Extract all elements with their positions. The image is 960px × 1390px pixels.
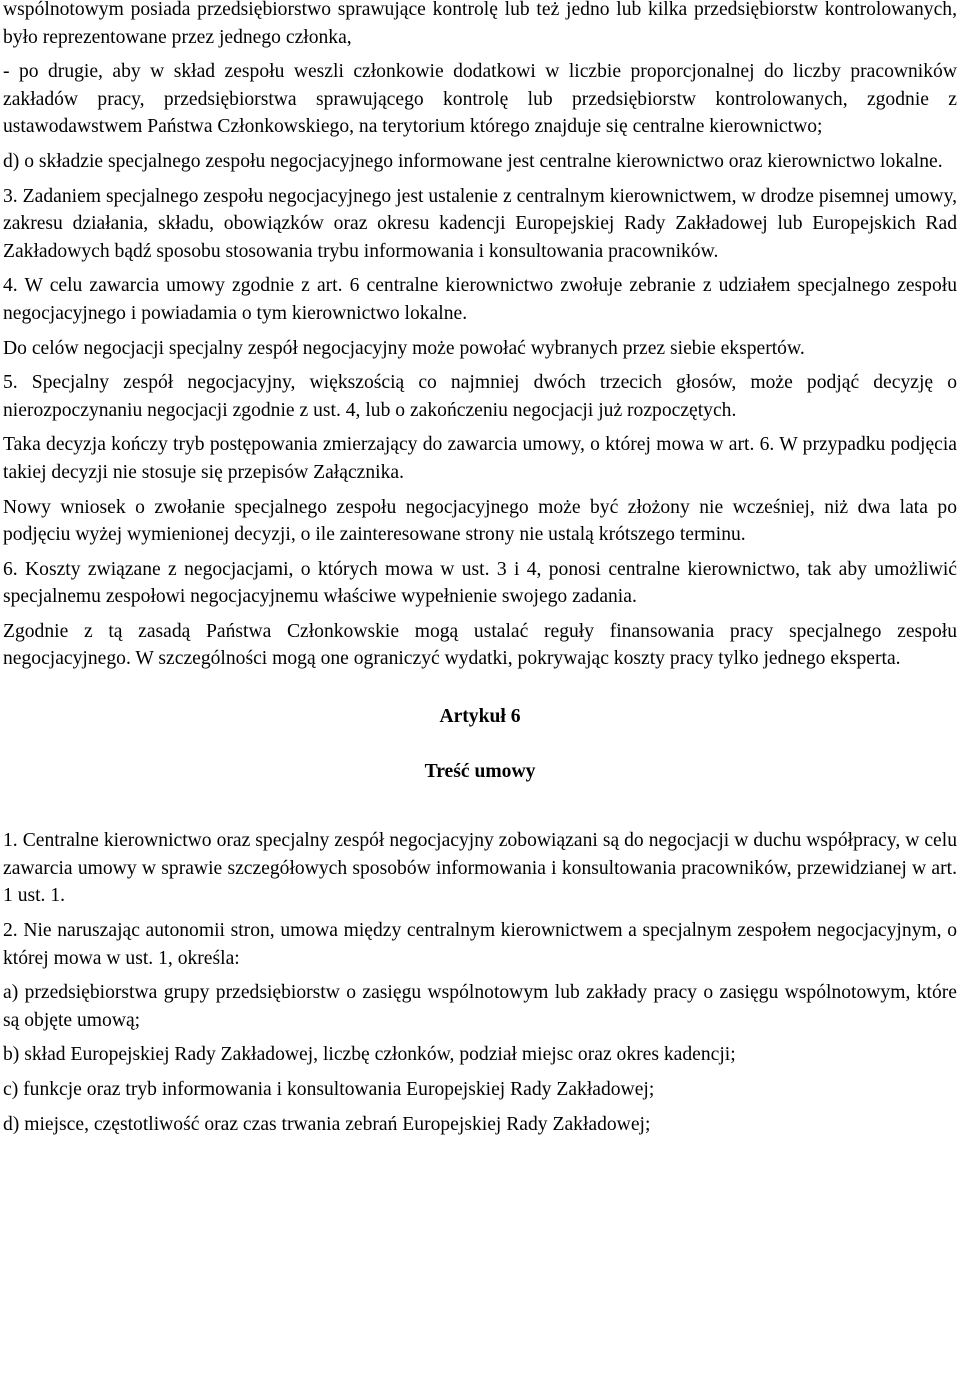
paragraph-second-condition: - po drugie, aby w skład zespołu weszli członkowie dodatkowi w liczbie proporcjonalnej do liczby pracowników zakładów pracy, przedsiębiorstwa sprawującego kontrolę lub przedsiębiorstw kontrolowanych, zgodnie z ustawodawstwem Państwa Członkowskiego, na terytorium którego znajduje się centralne kierownictwo; — [3, 61, 957, 138]
article-title: Artykuł 6 — [439, 706, 521, 728]
paragraph-article6-b: b) skład Europejskiej Rady Zakładowej, liczbę członków, podział miejsc oraz okres kadencji; — [3, 1044, 736, 1066]
paragraph-experts: Do celów negocjacji specjalny zespół negocjacyjny może powołać wybranych przez siebie ekspertów. — [3, 337, 805, 359]
paragraph-article6-2: 2. Nie naruszając autonomii stron, umowa między centralnym kierownictwem a specjalnym zespołem negocjacyjnym, o której mowa w ust. 1, określa: — [3, 920, 957, 969]
paragraph-section-4: 4. W celu zawarcia umowy zgodnie z art. 6 centralne kierownictwo zwołuje zebranie z udziałem specjalnego zespołu negocjacyjnego i powiadamia o tym kierownictwo lokalne. — [3, 275, 957, 324]
paragraph-section-5: 5. Specjalny zespół negocjacyjny, większością co najmniej dwóch trzecich głosów, może podjąć decyzję o nierozpoczynaniu negocjacji zgodnie z ust. 4, lub o zakończeniu negocjacji już rozpoczętych. — [3, 372, 957, 421]
paragraph-financing: Zgodnie z tą zasadą Państwa Członkowskie mogą ustalać reguły finansowania pracy specjalnego zespołu negocjacyjnego. W szczególności mogą one ograniczyć wydatki, pokrywając koszty pracy tylko jednego eksperta. — [3, 620, 957, 670]
paragraph-section-6: 6. Koszty związane z negocjacjami, o których mowa w ust. 3 i 4, ponosi centralne kierownictwo, tak aby umożliwić specjalnemu zespołowi negocjacyjnemu właściwe wypełnienie swojego zadania. — [3, 558, 957, 608]
article-subtitle: Treść umowy — [424, 760, 536, 782]
paragraph-point-d: d) o składzie specjalnego zespołu negocjacyjnego informowane jest centralne kierownictwo oraz kierownictwo lokalne. — [3, 150, 943, 172]
paragraph-new-request: Nowy wniosek o zwołanie specjalnego zespołu negocjacyjnego może być złożony nie wcześniej, niż dwa lata po podjęciu wyżej wymienionej decyzji, o ile zainteresowane strony nie ustalą krótszego terminu. — [3, 496, 957, 546]
paragraph-article6-a: a) przedsiębiorstwa grupy przedsiębiorstw o zasięgu wspólnotowym lub zakłady pracy o zasięgu wspólnotowym, które są objęte umową; — [3, 982, 957, 1031]
paragraph-article6-1: 1. Centralne kierownictwo oraz specjalny zespół negocjacyjny zobowiązani są do negocjacji w duchu współpracy, w celu zawarcia umowy w sprawie szczegółowych sposobów informowania i konsultowania pracowników, przewidzianej w art. 1 ust. 1. — [3, 830, 957, 907]
paragraph-article6-c: c) funkcje oraz tryb informowania i konsultowania Europejskiej Rady Zakładowej; — [3, 1079, 655, 1100]
paragraph-article6-d: d) miejsce, częstotliwość oraz czas trwania zebrań Europejskiej Rady Zakładowej; — [3, 1113, 651, 1135]
paragraph-section-3: 3. Zadaniem specjalnego zespołu negocjacyjnego jest ustalenie z centralnym kierownictwem, w drodze pisemnej umowy, zakresu działania, składu, obowiązków oraz okresu kadencji Europejskiej Rady Zakładowej lub Europejskich Rad Zakładowych bądź sposobu stosowania trybu informowania i konsultowania pracowników. — [3, 185, 957, 262]
paragraph-continuation: wspólnotowym posiada przedsiębiorstwo sprawujące kontrolę lub też jedno lub kilka przedsiębiorstw kontrolowanych, było reprezentowane przez jednego członka, — [3, 0, 957, 48]
paragraph-decision-effect: Taka decyzja kończy tryb postępowania zmierzający do zawarcia umowy, o której mowa w art. 6. W przypadku podjęcia takiej decyzji nie stosuje się przepisów Załącznika. — [3, 434, 957, 483]
